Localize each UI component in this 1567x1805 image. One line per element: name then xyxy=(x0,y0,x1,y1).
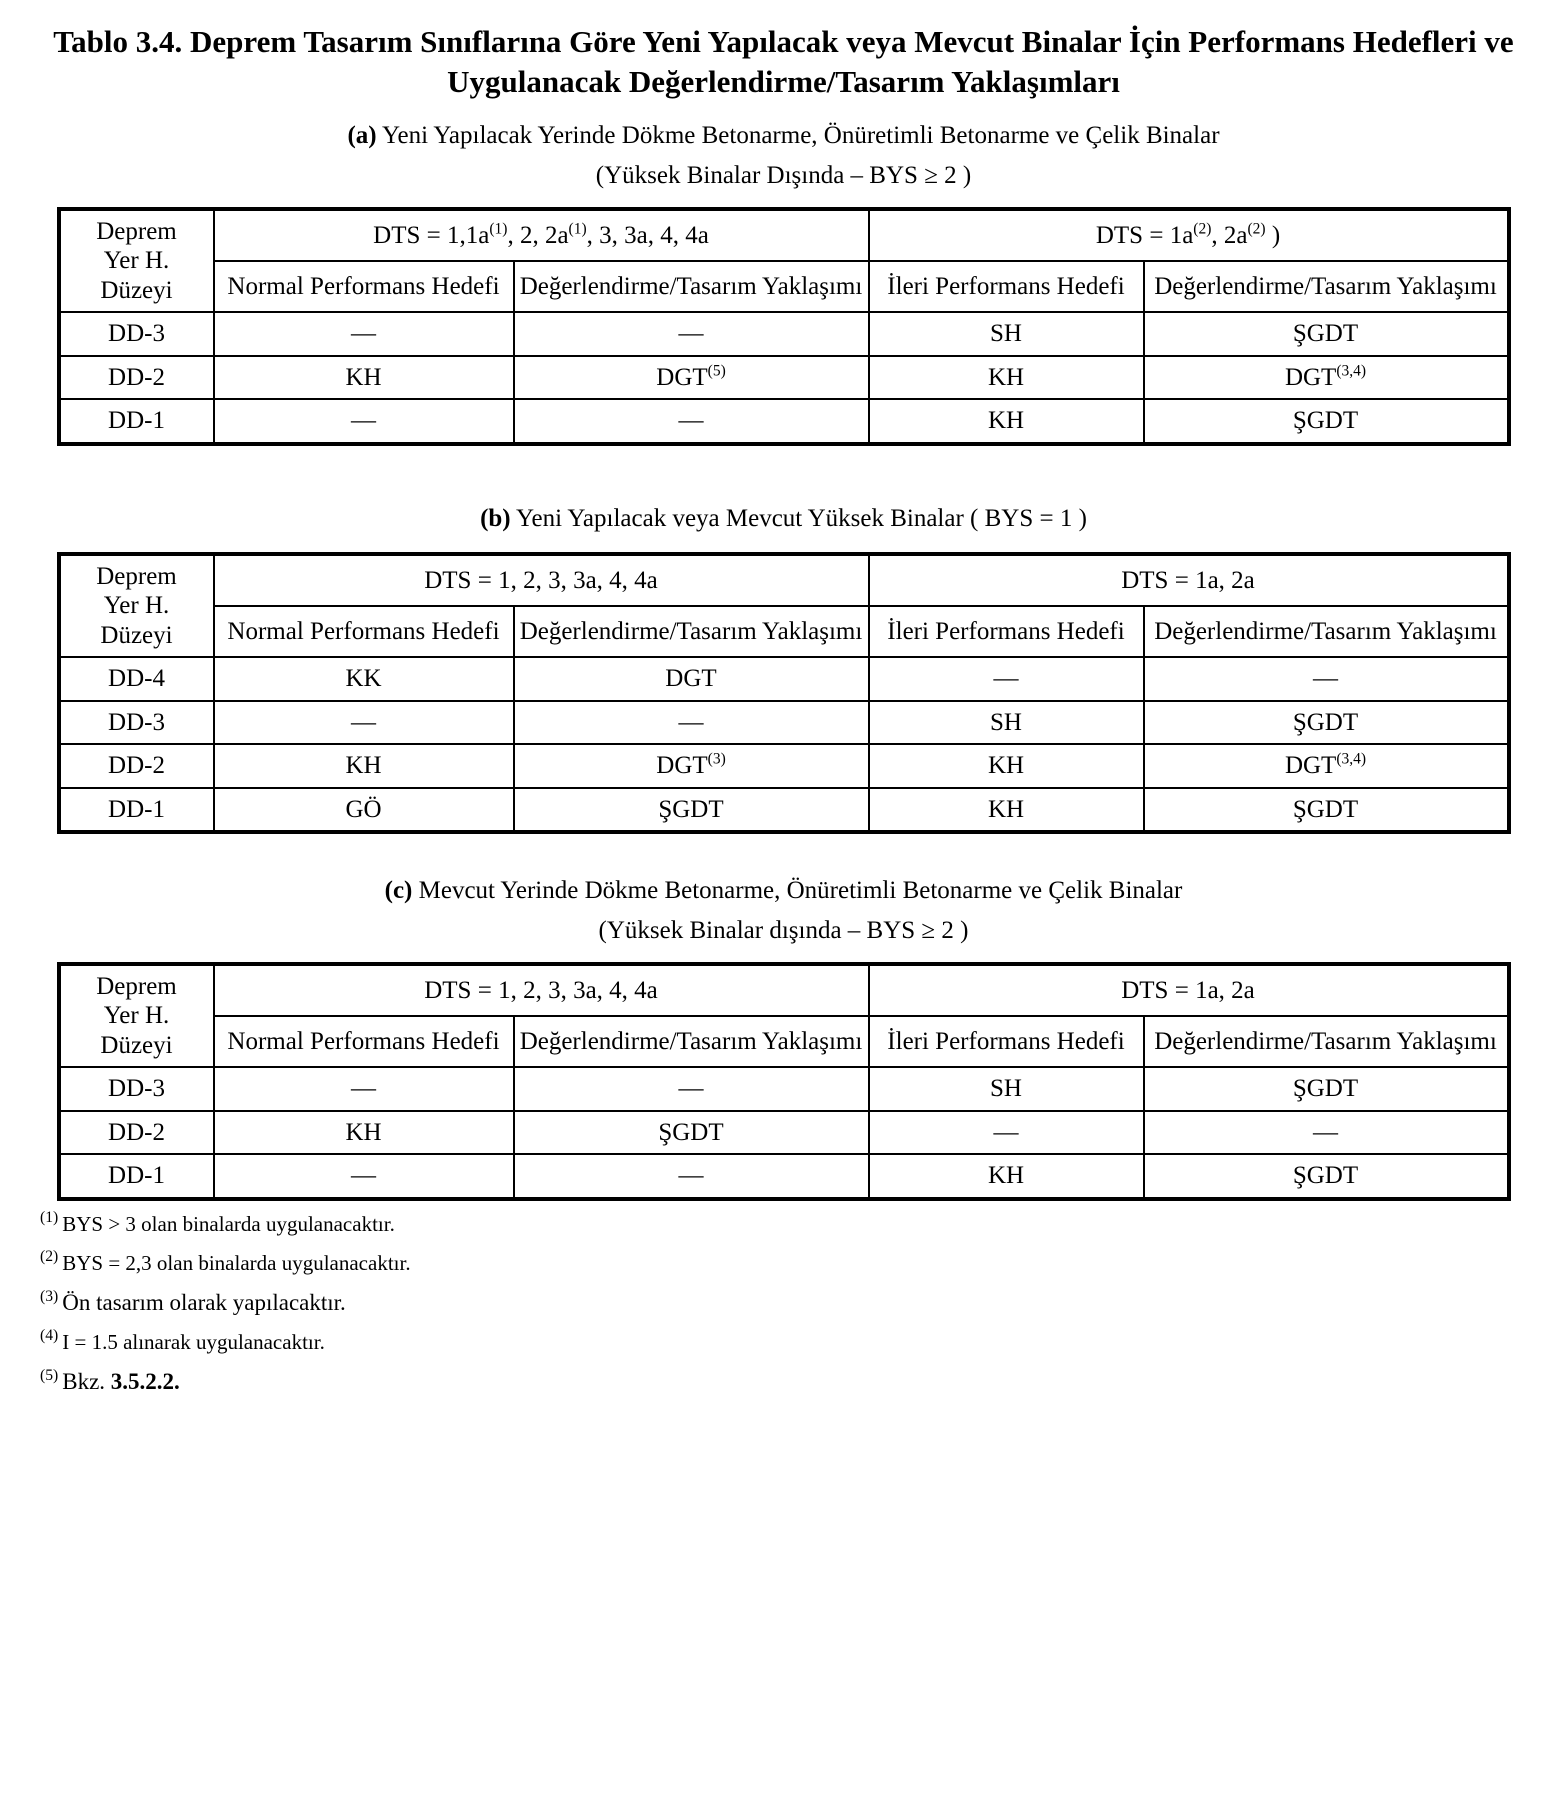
table-cell: — xyxy=(869,1111,1144,1155)
section-c-subcaption: (Yüksek Binalar dışında – BYS ≥ 2 ) xyxy=(598,916,969,944)
section-c-caption xyxy=(30,874,1537,908)
table-cell: — xyxy=(214,1154,514,1199)
section-a-subcaption: (Yüksek Binalar Dışında – BYS ≥ 2 ) xyxy=(595,162,972,190)
table-cell: — xyxy=(514,1154,869,1199)
table-row xyxy=(59,1154,1509,1199)
table-cell: KH xyxy=(214,1111,514,1155)
sub-header: İleri Performans Hedefi xyxy=(869,1016,1144,1067)
sub-header: Değerlendirme/Tasarım Yaklaşımı xyxy=(1144,606,1509,657)
table-cell: ŞGDT xyxy=(514,1111,869,1155)
sub-header: Değerlendirme/Tasarım Yaklaşımı xyxy=(1144,1016,1509,1067)
footnote-item xyxy=(40,1365,1537,1400)
table-cell: KH xyxy=(214,356,514,400)
footnote-marker: (4) xyxy=(40,1327,59,1345)
row-header: DD-1 xyxy=(59,1154,214,1199)
table-cell: DGT$^{(5)}$ xyxy=(514,356,869,400)
table-cell: GÖ xyxy=(214,788,514,833)
table-cell: KH xyxy=(869,1154,1144,1199)
table-cell: SH xyxy=(869,1067,1144,1111)
sub-header: Değerlendirme/Tasarım Yaklaşımı xyxy=(514,1016,869,1067)
table-row xyxy=(59,399,1509,444)
row-header: DD-2 xyxy=(59,744,214,788)
table-cell: — xyxy=(514,399,869,444)
table-cell: SH xyxy=(869,312,1144,356)
table-cell: DGT$^{(3)}$ xyxy=(514,744,869,788)
row-header: DD-3 xyxy=(59,701,214,745)
sub-header: İleri Performans Hedefi xyxy=(869,261,1144,312)
spacer xyxy=(30,446,1537,502)
table-cell: KH xyxy=(869,399,1144,444)
section-b-label: (b) xyxy=(480,504,511,532)
table-cell: ŞGDT xyxy=(1144,312,1509,356)
footnotes xyxy=(30,1207,1537,1400)
footnote-marker: (2) xyxy=(40,1248,59,1266)
table-cell: DGT$^{(3,4)}$ xyxy=(1144,744,1509,788)
table-cell: — xyxy=(514,312,869,356)
table-row xyxy=(59,312,1509,356)
table-row xyxy=(59,701,1509,745)
section-b-caption xyxy=(30,502,1537,536)
footnote-marker: (3) xyxy=(40,1287,59,1305)
table-row xyxy=(59,1067,1509,1111)
row-header: DD-1 xyxy=(59,788,214,833)
row-header: DD-4 xyxy=(59,657,214,701)
table-cell: SH xyxy=(869,701,1144,745)
group-header-left: DTS = 1, 2, 3, 3a, 4, 4a xyxy=(214,554,869,606)
table-cell: DGT xyxy=(514,657,869,701)
footnote-item xyxy=(40,1207,1537,1242)
row-header: DD-1 xyxy=(59,399,214,444)
table-row xyxy=(59,744,1509,788)
corner-header: Deprem Yer H. Düzeyi xyxy=(59,209,214,313)
group-header-left: DTS = 1, 2, 3, 3a, 4, 4a xyxy=(214,964,869,1016)
sub-header: Değerlendirme/Tasarım Yaklaşımı xyxy=(514,606,869,657)
corner-header: Deprem Yer H. Düzeyi xyxy=(59,554,214,658)
section-a-caption xyxy=(30,119,1537,153)
table-cell: KK xyxy=(214,657,514,701)
table-cell: — xyxy=(214,399,514,444)
table-cell: KH xyxy=(869,788,1144,833)
row-header: DD-2 xyxy=(59,356,214,400)
sub-header: Değerlendirme/Tasarım Yaklaşımı xyxy=(1144,261,1509,312)
footnote-item xyxy=(40,1325,1537,1360)
footnote-text: I = 1.5 alınarak uygulanacaktır. xyxy=(62,1330,325,1355)
footnote-marker: (5) xyxy=(40,1366,59,1384)
corner-header: Deprem Yer H. Düzeyi xyxy=(59,964,214,1068)
table-b xyxy=(57,552,1511,835)
table-cell: — xyxy=(514,1067,869,1111)
table-cell: — xyxy=(214,312,514,356)
table-cell: KH xyxy=(214,744,514,788)
table-cell: KH xyxy=(869,744,1144,788)
table-row xyxy=(59,788,1509,833)
table-cell: ŞGDT xyxy=(1144,701,1509,745)
sub-header: İleri Performans Hedefi xyxy=(869,606,1144,657)
section-a-caption-text: Yeni Yapılacak Yerinde Dökme Betonarme, Önüretimli Betonarme ve Çelik Binalar xyxy=(381,122,1220,150)
footnote-item xyxy=(40,1286,1537,1321)
table-row xyxy=(59,657,1509,701)
sub-header: Değerlendirme/Tasarım Yaklaşımı xyxy=(514,261,869,312)
table-cell: — xyxy=(514,701,869,745)
table-cell: KH xyxy=(869,356,1144,400)
sub-header: Normal Performans Hedefi xyxy=(214,261,514,312)
row-header: DD-3 xyxy=(59,1067,214,1111)
section-a-label: (a) xyxy=(347,122,377,150)
table-cell: ŞGDT xyxy=(1144,1067,1509,1111)
group-header-right: DTS = 1a, 2a xyxy=(869,554,1509,606)
sub-header: Normal Performans Hedefi xyxy=(214,606,514,657)
table-cell: — xyxy=(214,701,514,745)
table-cell: — xyxy=(214,1067,514,1111)
footnote-text: BYS = 2,3 olan binalarda uygulanacaktır. xyxy=(62,1251,411,1276)
section-c-label: (c) xyxy=(384,877,413,905)
table-cell: — xyxy=(1144,657,1509,701)
table-row xyxy=(59,209,1509,261)
table-cell: — xyxy=(869,657,1144,701)
footnote-text: Ön tasarım olarak yapılacaktır. xyxy=(62,1289,346,1315)
table-cell: ŞGDT xyxy=(514,788,869,833)
page-title: Tablo 3.4. Deprem Tasarım Sınıflarına Göre Yeni Yapılacak veya Mevcut Binalar İçin Performans Hedefleri ve Uygulanacak Değerlendirme/Tasarım Yaklaşımları xyxy=(53,24,1514,99)
table-row xyxy=(59,554,1509,606)
table-cell: — xyxy=(1144,1111,1509,1155)
spacer xyxy=(30,834,1537,874)
group-header-right: DTS = $1a^{(2)}$, $2a^{(2)}$ ) xyxy=(869,209,1509,261)
table-cell: ŞGDT xyxy=(1144,399,1509,444)
table-a xyxy=(57,207,1511,446)
section-c-caption-text: Mevcut Yerinde Dökme Betonarme, Önüretimli Betonarme ve Çelik Binalar xyxy=(418,877,1183,905)
sub-header: Normal Performans Hedefi xyxy=(214,1016,514,1067)
footnote-reference: 3.5.2.2. xyxy=(110,1368,180,1394)
table-row xyxy=(59,261,1509,312)
table-cell: ŞGDT xyxy=(1144,788,1509,833)
table-row xyxy=(59,606,1509,657)
table-row xyxy=(59,1016,1509,1067)
footnote-item xyxy=(40,1246,1537,1281)
table-c xyxy=(57,962,1511,1201)
table-cell: DGT$^{(3,4)}$ xyxy=(1144,356,1509,400)
row-header: DD-3 xyxy=(59,312,214,356)
table-row xyxy=(59,1111,1509,1155)
row-header: DD-2 xyxy=(59,1111,214,1155)
footnote-text: Bkz. 3.5.2.2. xyxy=(62,1368,180,1394)
group-header-left: DTS = $1,1a^{(1)}$, 2, $2a^{(1)}$, 3, 3a, 4, 4a xyxy=(214,209,869,261)
section-b-caption-text: Yeni Yapılacak veya Mevcut Yüksek Binalar ( BYS = 1 ) xyxy=(515,504,1087,532)
table-row xyxy=(59,356,1509,400)
footnote-text: BYS > 3 olan binalarda uygulanacaktır. xyxy=(62,1211,395,1236)
table-row xyxy=(59,964,1509,1016)
table-cell: ŞGDT xyxy=(1144,1154,1509,1199)
group-header-right: DTS = 1a, 2a xyxy=(869,964,1509,1016)
footnote-marker: (1) xyxy=(40,1208,59,1226)
